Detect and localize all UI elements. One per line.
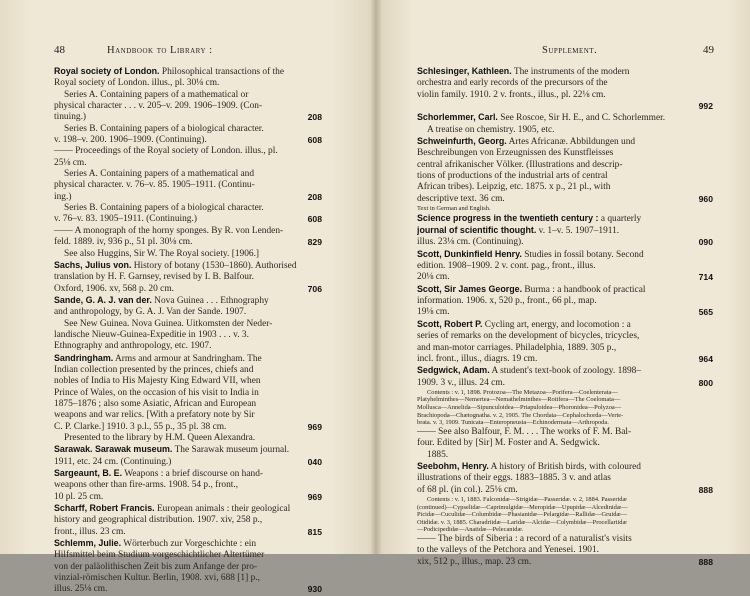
entry-text: physical character . . . v. 205–v. 209. 1906–1909. (Con- — [54, 101, 263, 112]
entry-text: a quarterly — [598, 213, 642, 224]
entry-text: The instruments of the modern — [511, 67, 630, 77]
entry-text: xix, 512 p., illus., map. 23 cm. — [417, 556, 532, 567]
entry-text: Series A. Containing papers of a mathematical and — [64, 169, 255, 180]
entry-text: weapons other than fire-arms. 1908. 54 p., front., — [54, 480, 239, 491]
index-column — [417, 66, 713, 568]
entry-heading: Royal society of London. — [54, 66, 160, 76]
entry-text: See New Guinea. Nova Guinea. Uitkomsten der Neder- — [64, 318, 273, 329]
entry-text: orchestra and early records of the precursors of the — [417, 78, 608, 89]
entry-line — [417, 473, 713, 484]
entry-line — [54, 307, 322, 318]
entry-text: —— See also Balfour, F. M. . . . The works of F. M. Bal- — [417, 426, 632, 437]
entry-text: —— A monograph of the horny sponges. By R. von Lenden- — [54, 225, 284, 236]
entry-line — [417, 66, 713, 78]
entry-line — [54, 503, 322, 515]
entry-line — [417, 205, 713, 213]
entry-line — [417, 427, 713, 438]
entry-text: Artes Africanæ. Abbildungen und — [506, 137, 636, 148]
entry-text: physical character. v. 76–v. 85. 1905–1911. (Continu- — [54, 180, 255, 191]
entry-line — [417, 365, 713, 377]
index-entry — [54, 295, 322, 353]
entry-text: translation by H. F. Garnsey, revised by I. B. Balfour. — [54, 272, 254, 283]
index-entry — [417, 213, 713, 249]
entry-line — [54, 260, 322, 272]
entry-text: and anthropology, by G. A. J. Van der Sande. 1907. — [54, 307, 247, 318]
entry-line — [417, 182, 713, 193]
entry-heading: Schlesinger, Kathleen. — [417, 66, 512, 76]
entry-text: African tribes). Leipzig, etc. 1875. x p., 21 pl., with — [417, 182, 611, 193]
page-number: 49 — [703, 44, 714, 56]
entry-line — [417, 112, 713, 124]
entry-line — [54, 90, 322, 101]
entry-line — [417, 412, 713, 420]
entry-text: tions of productions of the industrial arts of central — [417, 171, 608, 182]
entry-text: v. 198–v. 200. 1906–1909. (Continuing). — [54, 135, 207, 146]
index-entry — [54, 260, 322, 295]
index-entry — [417, 136, 713, 213]
entry-text: illus. 25⅛ cm. — [54, 584, 108, 595]
running-head: Handbook to Library : — [107, 45, 213, 56]
entry-text: illus. 23⅛ cm. (Continuing). — [417, 237, 524, 248]
entry-text: history and geographical distribution. 1907. xiv, 258 p., — [54, 515, 263, 526]
entry-line — [54, 135, 322, 146]
page-number: 48 — [54, 44, 65, 56]
entry-line — [417, 496, 713, 504]
entry-text: Platyhelminthes—Nemertea—Nemathelminthes—Rotifera—The Coelomata— — [417, 396, 621, 404]
entry-text: A student's text-book of zoology. 1898– — [489, 366, 642, 377]
entry-text: weapons and war relics. [With a prefatory note by Sir — [54, 410, 255, 421]
entry-text: illustrations of their eggs. 1883–1885. 3 v. and atlas — [417, 473, 611, 484]
entry-line — [417, 557, 713, 568]
entry-text: incl. front., illus., diagrs. 19 cm. — [417, 353, 538, 364]
entry-line — [54, 573, 322, 584]
entry-text: feld. 1889. iv, 936 p., 51 pl. 30⅛ cm. — [54, 237, 193, 248]
entry-heading: Scott, Dunkinfield Henry. — [417, 248, 522, 259]
entry-text: Beschreibungen von Erzeugnissen des Kunstfleisses — [417, 148, 614, 159]
entry-heading: Sedgwick, Adam. — [417, 365, 490, 376]
index-entry — [417, 112, 713, 136]
entry-line — [417, 237, 713, 248]
entry-line — [417, 404, 713, 412]
entry-line — [54, 330, 322, 341]
class-number: 040 — [307, 456, 322, 467]
entry-text: See also Huggins, Sir W. The Royal society. [1906.] — [64, 248, 260, 259]
entry-line — [54, 365, 322, 376]
entry-line — [54, 169, 322, 180]
entry-text: Presented to the library by H.M. Queen Alexandra. — [64, 433, 256, 443]
entry-text: v. 76–v. 83. 1905–1911. (Continuing.) — [54, 214, 197, 225]
entry-text: A history of British birds, with coloured — [488, 461, 641, 472]
entry-line — [417, 307, 713, 318]
entry-line — [417, 485, 713, 496]
class-number: 714 — [698, 272, 713, 283]
entry-line — [54, 410, 322, 421]
entry-text: descriptive text. 36 cm. — [417, 193, 505, 204]
entry-line — [54, 444, 322, 456]
entry-line — [54, 433, 322, 444]
entry-text: The Sarawak museum journal. — [172, 445, 290, 456]
entry-text: front., illus. 23 cm. — [54, 526, 126, 537]
entry-heading: Sande, G. A. J. van der. — [54, 294, 152, 305]
entry-line — [54, 272, 322, 283]
class-number: 992 — [698, 101, 713, 112]
entry-text: Wörterbuch zur Vorgeschichte : ein — [121, 539, 257, 550]
entry-text: vinzial-römischen Kultur. Berlin, 1908. xvi, 688 [1] p., — [54, 573, 260, 584]
entry-text: Series A. Containing papers of a mathematical or — [64, 89, 249, 100]
entry-text: Text in German and English. — [417, 205, 491, 213]
entry-line — [417, 249, 713, 261]
entry-line — [54, 101, 322, 112]
right-page — [376, 0, 750, 567]
entry-text: edition. 1908–1909. 2 v. cont. pag., front., illus. — [417, 261, 596, 272]
entry-heading: Scott, Sir James George. — [417, 283, 523, 294]
class-number: 964 — [698, 353, 713, 364]
entry-text: nobles of India to His Majesty King Edward VII, when — [54, 376, 261, 387]
entry-text: Contents : v. 1, 1898. Protozoa—The Metazoa—Porifera—Coelenterata— — [427, 388, 618, 396]
entry-line — [54, 284, 322, 295]
entry-line — [54, 124, 322, 135]
entry-line — [54, 376, 322, 387]
entry-text: Cycling art, energy, and locomotion : a — [482, 319, 631, 330]
entry-line — [54, 527, 322, 538]
entry-line — [417, 504, 713, 512]
entry-line — [54, 295, 322, 307]
entry-text: C. P. Clarke.] 1910. 3 p.l., 55 p., 35 pl. 38 cm. — [54, 421, 227, 432]
entry-text: Hilfsmittel beim Studium vorgeschichtlicher Altertümer — [54, 550, 265, 561]
entry-text: 25⅛ cm. — [54, 157, 87, 168]
entry-text: Royal society of London. illus., pl. 30⅛ cm. — [54, 78, 220, 89]
entry-line — [417, 160, 713, 171]
entry-text: See Roscoe, Sir H. E., and C. Schorlemmer. — [497, 113, 666, 124]
index-entry — [417, 461, 713, 568]
entry-text: Studies in fossil botany. Second — [521, 249, 644, 260]
entry-text: Mollusca—Annelida—Sipunculoidea—Priapuloidea—Phoronidea—Polyzoa— — [417, 404, 622, 412]
entry-text: landische Nieuw-Guinea-Expeditie in 1903 . . . v. 3. — [54, 329, 249, 340]
entry-text: Arms and armour at Sandringham. The — [113, 353, 262, 364]
entry-line — [54, 237, 322, 248]
entry-line — [417, 511, 713, 519]
entry-text: —— Proceedings of the Royal society of London. illus., pl. — [54, 146, 278, 157]
entry-heading: Sandringham. — [54, 352, 114, 363]
class-number: 800 — [698, 377, 713, 388]
entry-text: 1909. 3 v., illus. 24 cm. — [417, 377, 505, 388]
entry-line — [417, 450, 713, 461]
index-entry — [54, 66, 322, 260]
book-gutter — [370, 0, 382, 554]
entry-text: to the valleys of the Petchora and Yenesei. 1901. — [417, 545, 599, 556]
class-number: 090 — [698, 237, 713, 248]
entry-text: A treatise on chemistry. 1905, etc. — [427, 124, 555, 135]
entry-line — [417, 125, 713, 136]
entry-line — [54, 78, 322, 89]
entry-text: series of remarks on the development of bicycles, tricycles, — [417, 331, 640, 342]
entry-line — [54, 203, 322, 214]
entry-text: Series B. Containing papers of a biological character. — [64, 123, 264, 134]
entry-heading: Schlemm, Julie. — [54, 538, 122, 549]
entry-text: —— The birds of Siberia : a record of a naturalist's visits — [417, 533, 632, 544]
entry-line — [417, 148, 713, 159]
entry-text: Nova Guinea . . . Ethnography — [151, 295, 269, 306]
entry-line — [54, 249, 322, 260]
entry-line — [54, 468, 322, 480]
index-entry — [54, 468, 322, 503]
class-number: 706 — [307, 283, 322, 294]
class-number: 208 — [307, 191, 322, 202]
entry-line — [54, 66, 322, 78]
class-number: 829 — [307, 237, 322, 248]
entry-line — [417, 261, 713, 272]
entry-line — [417, 171, 713, 182]
entry-line — [54, 584, 322, 595]
entry-text: European animals : their geological — [154, 504, 291, 515]
entry-line — [417, 136, 713, 148]
entry-text: v. 1–v. 5. 1907–1911. — [536, 226, 620, 237]
entry-text: Contents : v. 1, 1883. Falconidæ—Strigidæ—Passeridæ. v. 2, 1884. Passeridæ — [427, 495, 627, 503]
entry-text: Philosophical transactions of the — [159, 67, 284, 77]
entry-text: violin family. 1910. 2 v. fronts., illus., pl. 22⅛ cm. — [417, 89, 606, 100]
entry-text: —Podicipedidæ—Anatidæ—Pelecanidæ. — [417, 526, 524, 534]
entry-text: 20⅛ cm. — [417, 272, 450, 283]
entry-line — [54, 112, 322, 123]
class-number: 608 — [307, 214, 322, 225]
entry-text: Brachiopoda—Chætognatha. v. 2, 1905. The Chordata—Cephalochorda—Verte- — [417, 411, 624, 419]
entry-line — [54, 214, 322, 225]
entry-line — [54, 399, 322, 410]
entry-text: 19⅛ cm. — [417, 307, 450, 318]
entry-text: 1911, etc. 24 cm. (Continuing.) — [54, 456, 172, 467]
entry-line — [417, 461, 713, 473]
entry-line — [54, 180, 322, 191]
entry-line — [54, 492, 322, 503]
index-column — [54, 66, 322, 596]
entry-text: Indian collection presented by the princes, chiefs and — [54, 364, 254, 375]
entry-line — [417, 284, 713, 296]
class-number: 208 — [307, 112, 322, 123]
index-entry — [54, 353, 322, 445]
entry-line — [54, 353, 322, 365]
entry-line — [417, 534, 713, 545]
class-number: 930 — [307, 584, 322, 595]
entry-line — [417, 213, 713, 225]
entry-line — [54, 538, 322, 550]
class-number: 969 — [307, 421, 322, 432]
entry-heading: Sachs, Julius von. — [54, 259, 132, 270]
entry-heading: Sargeaunt, B. E. — [54, 468, 123, 479]
entry-line — [54, 226, 322, 237]
class-number: 565 — [698, 307, 713, 318]
entry-line — [54, 158, 322, 169]
entry-text: Weapons : a brief discourse on hand- — [122, 469, 264, 480]
entry-line — [54, 146, 322, 157]
index-entry — [417, 249, 713, 284]
entry-heading: Scharff, Robert Francis. — [54, 503, 155, 514]
running-head: Supplement. — [542, 45, 598, 56]
entry-text: 1875–1876 ; also some Asiatic, African and European — [54, 398, 257, 409]
entry-line — [54, 341, 322, 352]
index-entry — [54, 538, 322, 596]
entry-line — [417, 319, 713, 331]
entry-line — [417, 296, 713, 307]
class-number: 969 — [307, 491, 322, 502]
entry-line — [54, 388, 322, 399]
class-number: 888 — [698, 556, 713, 567]
entry-text: Prince of Wales, on the occasion of his visit to India in — [54, 387, 259, 398]
index-entry — [54, 503, 322, 538]
entry-text: Ethnography and anthropology, etc. 1907. — [54, 341, 212, 352]
entry-line — [417, 78, 713, 89]
entry-text: History of botany (1530–1860). Authorised — [131, 260, 297, 271]
entry-line — [54, 457, 322, 468]
entry-text: 1885. — [427, 449, 449, 460]
entry-text: tinuing.) — [54, 112, 87, 123]
entry-text: four. Edited by [Sir] M. Foster and A. Sedgwick. — [417, 438, 600, 449]
index-entry — [417, 365, 713, 461]
entry-text: and man-motor carriages. Philadelphia, 1889. 305 p., — [417, 342, 617, 353]
entry-heading: Schorlemmer, Carl. — [417, 112, 498, 123]
entry-text: (continued)—Cypselidæ—Caprimulgidæ—Meropidæ—Upupidæ—Alcedinidæ— — [417, 503, 628, 511]
entry-text: Burma : a handbook of practical — [522, 284, 646, 295]
class-number: 608 — [307, 135, 322, 146]
entry-text: brata. v. 3, 1909. Tunicata—Enteropneusta—Echinodermata—Arthropoda. — [417, 419, 609, 427]
entry-text: Otididæ. v. 3, 1885. Charadriidæ—Laridæ—Alcidæ—Colymbidæ—Procellariidæ — [417, 518, 627, 526]
entry-text: Series B. Containing papers of a biological character. — [64, 203, 264, 214]
entry-heading: Scott, Robert P. — [417, 318, 483, 329]
entry-line — [54, 550, 322, 561]
entry-line — [417, 396, 713, 404]
entry-text: information. 1906. x, 520 p., front., 66 pl., map. — [417, 296, 597, 307]
entry-line — [417, 331, 713, 342]
entry-text: von der paläolithischen Zeit bis zum Anfange der pro- — [54, 561, 258, 572]
entry-text: ing.) — [54, 191, 72, 202]
entry-line — [54, 515, 322, 526]
entry-heading: Seebohm, Henry. — [417, 460, 489, 471]
entry-line — [417, 194, 713, 205]
entry-text: Picidæ—Cuculidæ—Columbidæ—Phasianidæ—Pelargidæ—Rallidæ—Gruidæ— — [417, 511, 628, 519]
entry-line — [417, 419, 713, 427]
entry-line — [417, 378, 713, 389]
entry-line — [54, 192, 322, 203]
entry-heading: Schweinfurth, Georg. — [417, 136, 507, 147]
entry-line — [417, 90, 713, 101]
entry-line — [417, 354, 713, 365]
entry-text: Oxford, 1906. xv, 568 p. 20 cm. — [54, 283, 174, 294]
index-entry — [417, 319, 713, 365]
class-number: 960 — [698, 193, 713, 204]
entry-heading: Sarawak. Sarawak museum. — [54, 444, 173, 455]
entry-line — [54, 319, 322, 330]
entry-line — [417, 272, 713, 283]
index-entry — [417, 284, 713, 319]
entry-line — [417, 101, 713, 112]
entry-heading: journal of scientific thought. — [417, 225, 537, 236]
entry-line — [417, 438, 713, 449]
index-entry — [54, 444, 322, 468]
index-entry — [417, 66, 713, 112]
entry-text: 10 pl. 25 cm. — [54, 491, 104, 502]
entry-line — [417, 519, 713, 527]
class-number: 888 — [698, 484, 713, 495]
entry-line — [417, 545, 713, 556]
entry-heading: Science progress in the twentieth century : — [417, 212, 599, 223]
entry-line — [54, 422, 322, 433]
entry-text: central afrikanischer Völker. (Illustrations and descrip- — [417, 159, 623, 170]
entry-line — [417, 526, 713, 534]
class-number: 815 — [307, 526, 322, 537]
entry-line — [417, 343, 713, 354]
entry-line — [417, 389, 713, 397]
entry-text: of 68 pl. (in col.). 25⅛ cm. — [417, 484, 518, 495]
entry-line — [54, 480, 322, 491]
entry-line — [417, 225, 713, 237]
entry-line — [54, 562, 322, 573]
